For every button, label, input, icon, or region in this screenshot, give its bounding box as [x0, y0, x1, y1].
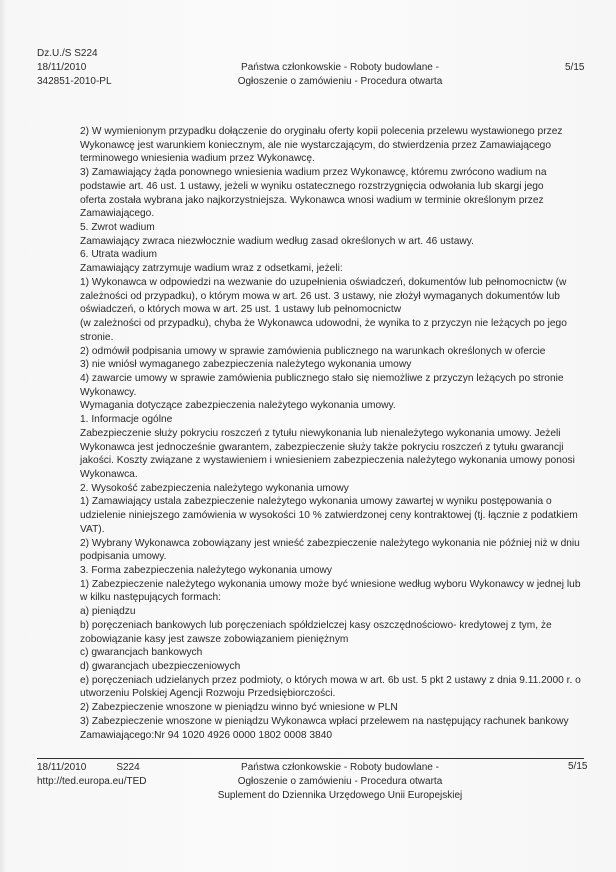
body-text-line: VAT).	[80, 523, 105, 535]
body-text-line: 1) Zabezpieczenie należytego wykonania umowy może być wniesione według wyboru Wykonawcy w jednej lub	[80, 578, 581, 590]
header-page-number: 5/15	[565, 62, 585, 73]
body-text-line: Zamawiający zatrzymuje wadium wraz z odsetkami, jeżeli:	[80, 263, 343, 275]
body-text-line: Wykonawca.	[80, 468, 138, 480]
footer-date: 18/11/2010	[37, 762, 87, 773]
body-text-line: a) pieniądzu	[80, 606, 136, 618]
footer-divider	[37, 758, 584, 759]
body-text-line: d) gwarancjach ubezpieczeniowych	[80, 661, 241, 673]
body-text-line: (w zależności od przypadku), chyba że Wykonawca udowodni, że wynika to z przyczyn nie leżących po jego	[80, 318, 567, 330]
body-text-line: Zabezpieczenie służy pokryciu roszczeń z tytułu niewykonania lub nienależytego wykonania umowy. Jeżeli	[80, 427, 561, 439]
body-text-line: Wykonawca jest jednocześnie gwarantem, zabezpieczenie służy także pokryciu roszczeń z tytułu gwarancji	[80, 441, 564, 453]
body-text-line: 3. Forma zabezpieczenia należytego wykonania umowy	[80, 565, 332, 576]
body-text-line: Wykonawcę jest warunkiem koniecznym, ale nie wystarczającym, do stwierdzenia przez Zamawiającego	[80, 139, 551, 151]
footer-reference	[37, 761, 147, 789]
footer-title-line: Suplement do Dziennika Urzędowego Unii Europejskiej	[217, 790, 463, 801]
body-text-line: 2) W wymienionym przypadku dołączenie do oryginału oferty kopii polecenia przelewu wystawionego przez	[80, 126, 563, 137]
body-text-line: Zamawiającego.	[80, 208, 155, 220]
document-body	[80, 125, 581, 742]
footer-url: http://ted.europa.eu/TED	[37, 776, 147, 787]
header-journal: Dz.U./S S224	[37, 48, 98, 59]
body-text-line: 5. Zwrot wadium	[80, 222, 155, 234]
footer-title-line: Państwa członkowskie - Roboty budowlane -	[241, 762, 439, 773]
body-text-line: zależności od przypadku), o którym mowa w art. 26 ust. 3 ustawy, nie złożył wymaganych dokumentów lub	[80, 290, 560, 302]
body-text-line: utworzeniu Polskiej Agencji Rozwoju Przedsiębiorczości.	[80, 688, 336, 700]
body-text-line: 2) odmówił podpisania umowy w sprawie zamówienia publicznego na warunkach określonych w ofercie	[80, 345, 546, 357]
header-notice-id: 342851-2010-PL	[37, 76, 112, 87]
body-text-line: 1) Zamawiający ustala zabezpieczenie należytego wykonania umowy zawartej w wyniku postępowania o	[80, 496, 552, 508]
body-text-line: Wykonawcy.	[80, 386, 137, 398]
body-text-line: 1. Informacje ogólne	[80, 414, 173, 426]
body-text-line: Wymagania dotyczące zabezpieczenia należytego wykonania umowy.	[80, 400, 396, 412]
header-title	[230, 61, 450, 89]
body-text-line: Zamawiającego:Nr 94 1020 4926 0000 1802 0008 3840	[80, 729, 333, 741]
body-text-line: w kilku następujących formach:	[80, 592, 221, 604]
body-text-line: oferta została wybrana jako najkorzystniejsza. Wykonawca wnosi wadium w terminie określonym przez	[80, 194, 544, 206]
body-text-line: 2. Wysokość zabezpieczenia należytego wykonania umowy	[80, 482, 349, 494]
body-text-line: udzielenie niniejszego zamówienia w wysokości 10 % zatwierdzonej ceny kontraktowej (tj. łącznie z podatkiem	[80, 510, 578, 522]
header-date: 18/11/2010	[37, 62, 87, 73]
body-text-line: e) poręczeniach udzielanych przez podmioty, o których mowa w art. 6b ust. 5 pkt 2 ustawy z dnia 9.11.2000 r. o	[80, 674, 581, 686]
footer-title	[190, 761, 490, 803]
body-text-line: Zamawiający zwraca niezwłocznie wadium według zasad określonych w art. 46 ustawy.	[80, 235, 474, 247]
body-text-line: 6. Utrata wadium	[80, 249, 158, 261]
body-text-line: c) gwarancjach bankowych	[80, 647, 203, 659]
body-text-line: 4) zawarcie umowy w sprawie zamówienia publicznego stało się niemożliwe z przyczyn leżących po stronie	[80, 372, 564, 384]
body-text-line: 3) Zamawiający żąda ponownego wniesienia wadium przez Wykonawcę, któremu zwrócono wadium na	[80, 167, 547, 179]
body-text-line: podstawie art. 46 ust. 1 ustawy, jeżeli w wyniku ostatecznego rozstrzygnięcia odwołania lub skargi jego	[80, 180, 544, 192]
footer-title-line: Ogłoszenie o zamówieniu - Procedura otwarta	[237, 776, 443, 787]
footer-page-number: 5/15	[568, 761, 588, 772]
header-title-line: Państwa członkowskie - Roboty budowlane -	[241, 62, 439, 73]
body-text-line: oświadczeń, o których mowa w art. 25 ust. 1 ustawy lub pełnomocnictw	[80, 304, 402, 316]
header-reference	[37, 47, 112, 89]
body-text-line: 3) Zabezpieczenie wnoszone w pieniądzu Wykonawca wpłaci przelewem na następujący rachunek bankowy	[80, 715, 569, 727]
body-text-line: 3) nie wniósł wymaganego zabezpieczenia należytego wykonania umowy	[80, 359, 412, 371]
body-text-line: podpisania umowy.	[80, 551, 167, 563]
body-text-line: b) poręczeniach bankowych lub poręczeniach spółdzielczej kasy oszczędnościowo- kredytowej z tym, że	[80, 619, 552, 631]
body-text-line: terminowego wniesienia wadium przez Wykonawcę.	[80, 153, 315, 165]
header-title-line: Ogłoszenie o zamówieniu - Procedura otwarta	[237, 76, 443, 87]
body-text-line: 2) Wybrany Wykonawca zobowiązany jest wnieść zabezpieczenie należytego wykonania nie później niż w dniu	[80, 537, 580, 549]
body-text-line: 1) Wykonawca w odpowiedzi na wezwanie do uzupełnienia oświadczeń, dokumentów lub pełnomocnictw (w	[80, 276, 567, 288]
footer-series: S224	[116, 762, 140, 773]
body-text-line: stronie.	[80, 331, 114, 343]
body-text-line: zobowiązanie kasy jest zawsze zobowiązaniem pieniężnym	[80, 633, 349, 645]
body-text-line: jakości. Koszty związane z wystawieniem i wniesieniem zabezpieczenia należytego wykonania umowy ponosi	[80, 455, 575, 467]
body-text-line: 2) Zabezpieczenie wnoszone w pieniądzu winno być wniesione w PLN	[80, 702, 398, 714]
